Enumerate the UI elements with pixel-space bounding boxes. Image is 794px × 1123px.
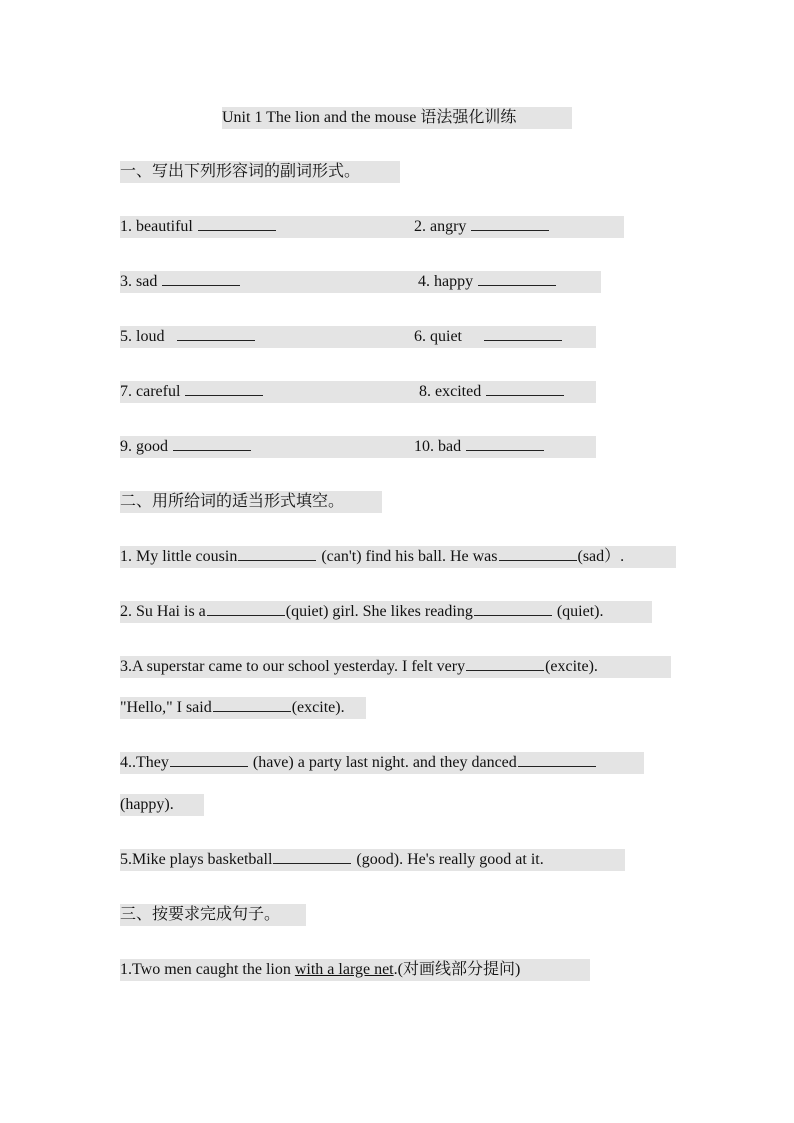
answer-blank[interactable]	[207, 601, 285, 616]
item-label: 9. good	[120, 438, 168, 455]
exercise-row-4b	[419, 381, 565, 403]
question-text: (sad）.	[577, 548, 625, 565]
answer-blank[interactable]	[518, 752, 596, 767]
exercise-row-4	[120, 381, 264, 403]
answer-blank[interactable]	[170, 752, 248, 767]
sentence-text: 1.Two men caught the lion	[120, 961, 295, 978]
question-text: (excite).	[545, 658, 598, 675]
item-label: 1. beautiful	[120, 218, 193, 235]
answer-blank[interactable]	[238, 546, 316, 561]
question-5	[120, 849, 544, 871]
question-1	[120, 546, 624, 568]
answer-blank[interactable]	[162, 271, 240, 286]
question-text: 1. My little cousin	[120, 548, 238, 565]
answer-blank[interactable]	[185, 381, 263, 396]
item-label: 6. quiet	[414, 328, 462, 345]
exercise-row-1	[120, 216, 277, 238]
item-label: 3. sad	[120, 273, 158, 290]
item-label: 8. excited	[419, 383, 482, 400]
question-text: 5.Mike plays basketball	[120, 851, 273, 868]
question-text: (can't) find his ball. He was	[321, 548, 498, 565]
section-one-heading: 一、写出下列形容词的副词形式。	[120, 163, 361, 180]
exercise-row-1b	[414, 216, 550, 238]
answer-blank[interactable]	[471, 216, 549, 231]
question-4-cont	[120, 794, 174, 816]
question-4	[120, 752, 597, 774]
answer-blank[interactable]	[484, 326, 562, 341]
item-label: 4. happy	[418, 273, 474, 290]
question-text: (excite).	[291, 699, 345, 716]
section-three-heading: 三、按要求完成句子。	[120, 906, 281, 923]
item-label: 5. loud	[120, 328, 165, 345]
exercise-row-2	[120, 271, 241, 293]
item-label: 10. bad	[414, 438, 462, 455]
question-text: (quiet).	[556, 603, 604, 620]
exercise-row-3	[120, 326, 256, 348]
exercise-row-5	[120, 436, 252, 458]
question-text: 3.A superstar came to our school yesterday. I felt very	[120, 658, 466, 675]
question-text: 4..They	[120, 754, 169, 771]
question-text: (quiet) girl. She likes reading	[285, 603, 473, 620]
exercise-row-5b	[414, 436, 545, 458]
item-label: 2. angry	[414, 218, 467, 235]
sentence-1	[120, 959, 520, 981]
answer-blank[interactable]	[466, 436, 544, 451]
question-3	[120, 656, 598, 678]
answer-blank[interactable]	[273, 849, 351, 864]
item-label: 7. careful	[120, 383, 181, 400]
question-text: (happy).	[120, 796, 174, 813]
answer-blank[interactable]	[478, 271, 556, 286]
answer-blank[interactable]	[499, 546, 577, 561]
exercise-row-3b	[414, 326, 563, 348]
page-title: Unit 1 The lion and the mouse 语法强化训练	[222, 109, 517, 126]
exercise-row-2b	[418, 271, 557, 293]
underlined-phrase: with a large net	[294, 961, 394, 978]
answer-blank[interactable]	[198, 216, 276, 231]
answer-blank[interactable]	[474, 601, 552, 616]
answer-blank[interactable]	[213, 697, 291, 712]
section-two-heading: 二、用所给词的适当形式填空。	[120, 493, 345, 510]
answer-blank[interactable]	[466, 656, 544, 671]
sentence-text: .(对画线部分提问)	[393, 961, 521, 978]
question-3-cont	[120, 697, 345, 719]
answer-blank[interactable]	[177, 326, 255, 341]
answer-blank[interactable]	[486, 381, 564, 396]
question-text: (good). He's really good at it.	[356, 851, 544, 868]
answer-blank[interactable]	[173, 436, 251, 451]
question-text: 2. Su Hai is a	[120, 603, 206, 620]
question-text: (have) a party last night. and they danced	[252, 754, 517, 771]
question-text: "Hello," I said	[120, 699, 212, 716]
question-2	[120, 601, 604, 623]
